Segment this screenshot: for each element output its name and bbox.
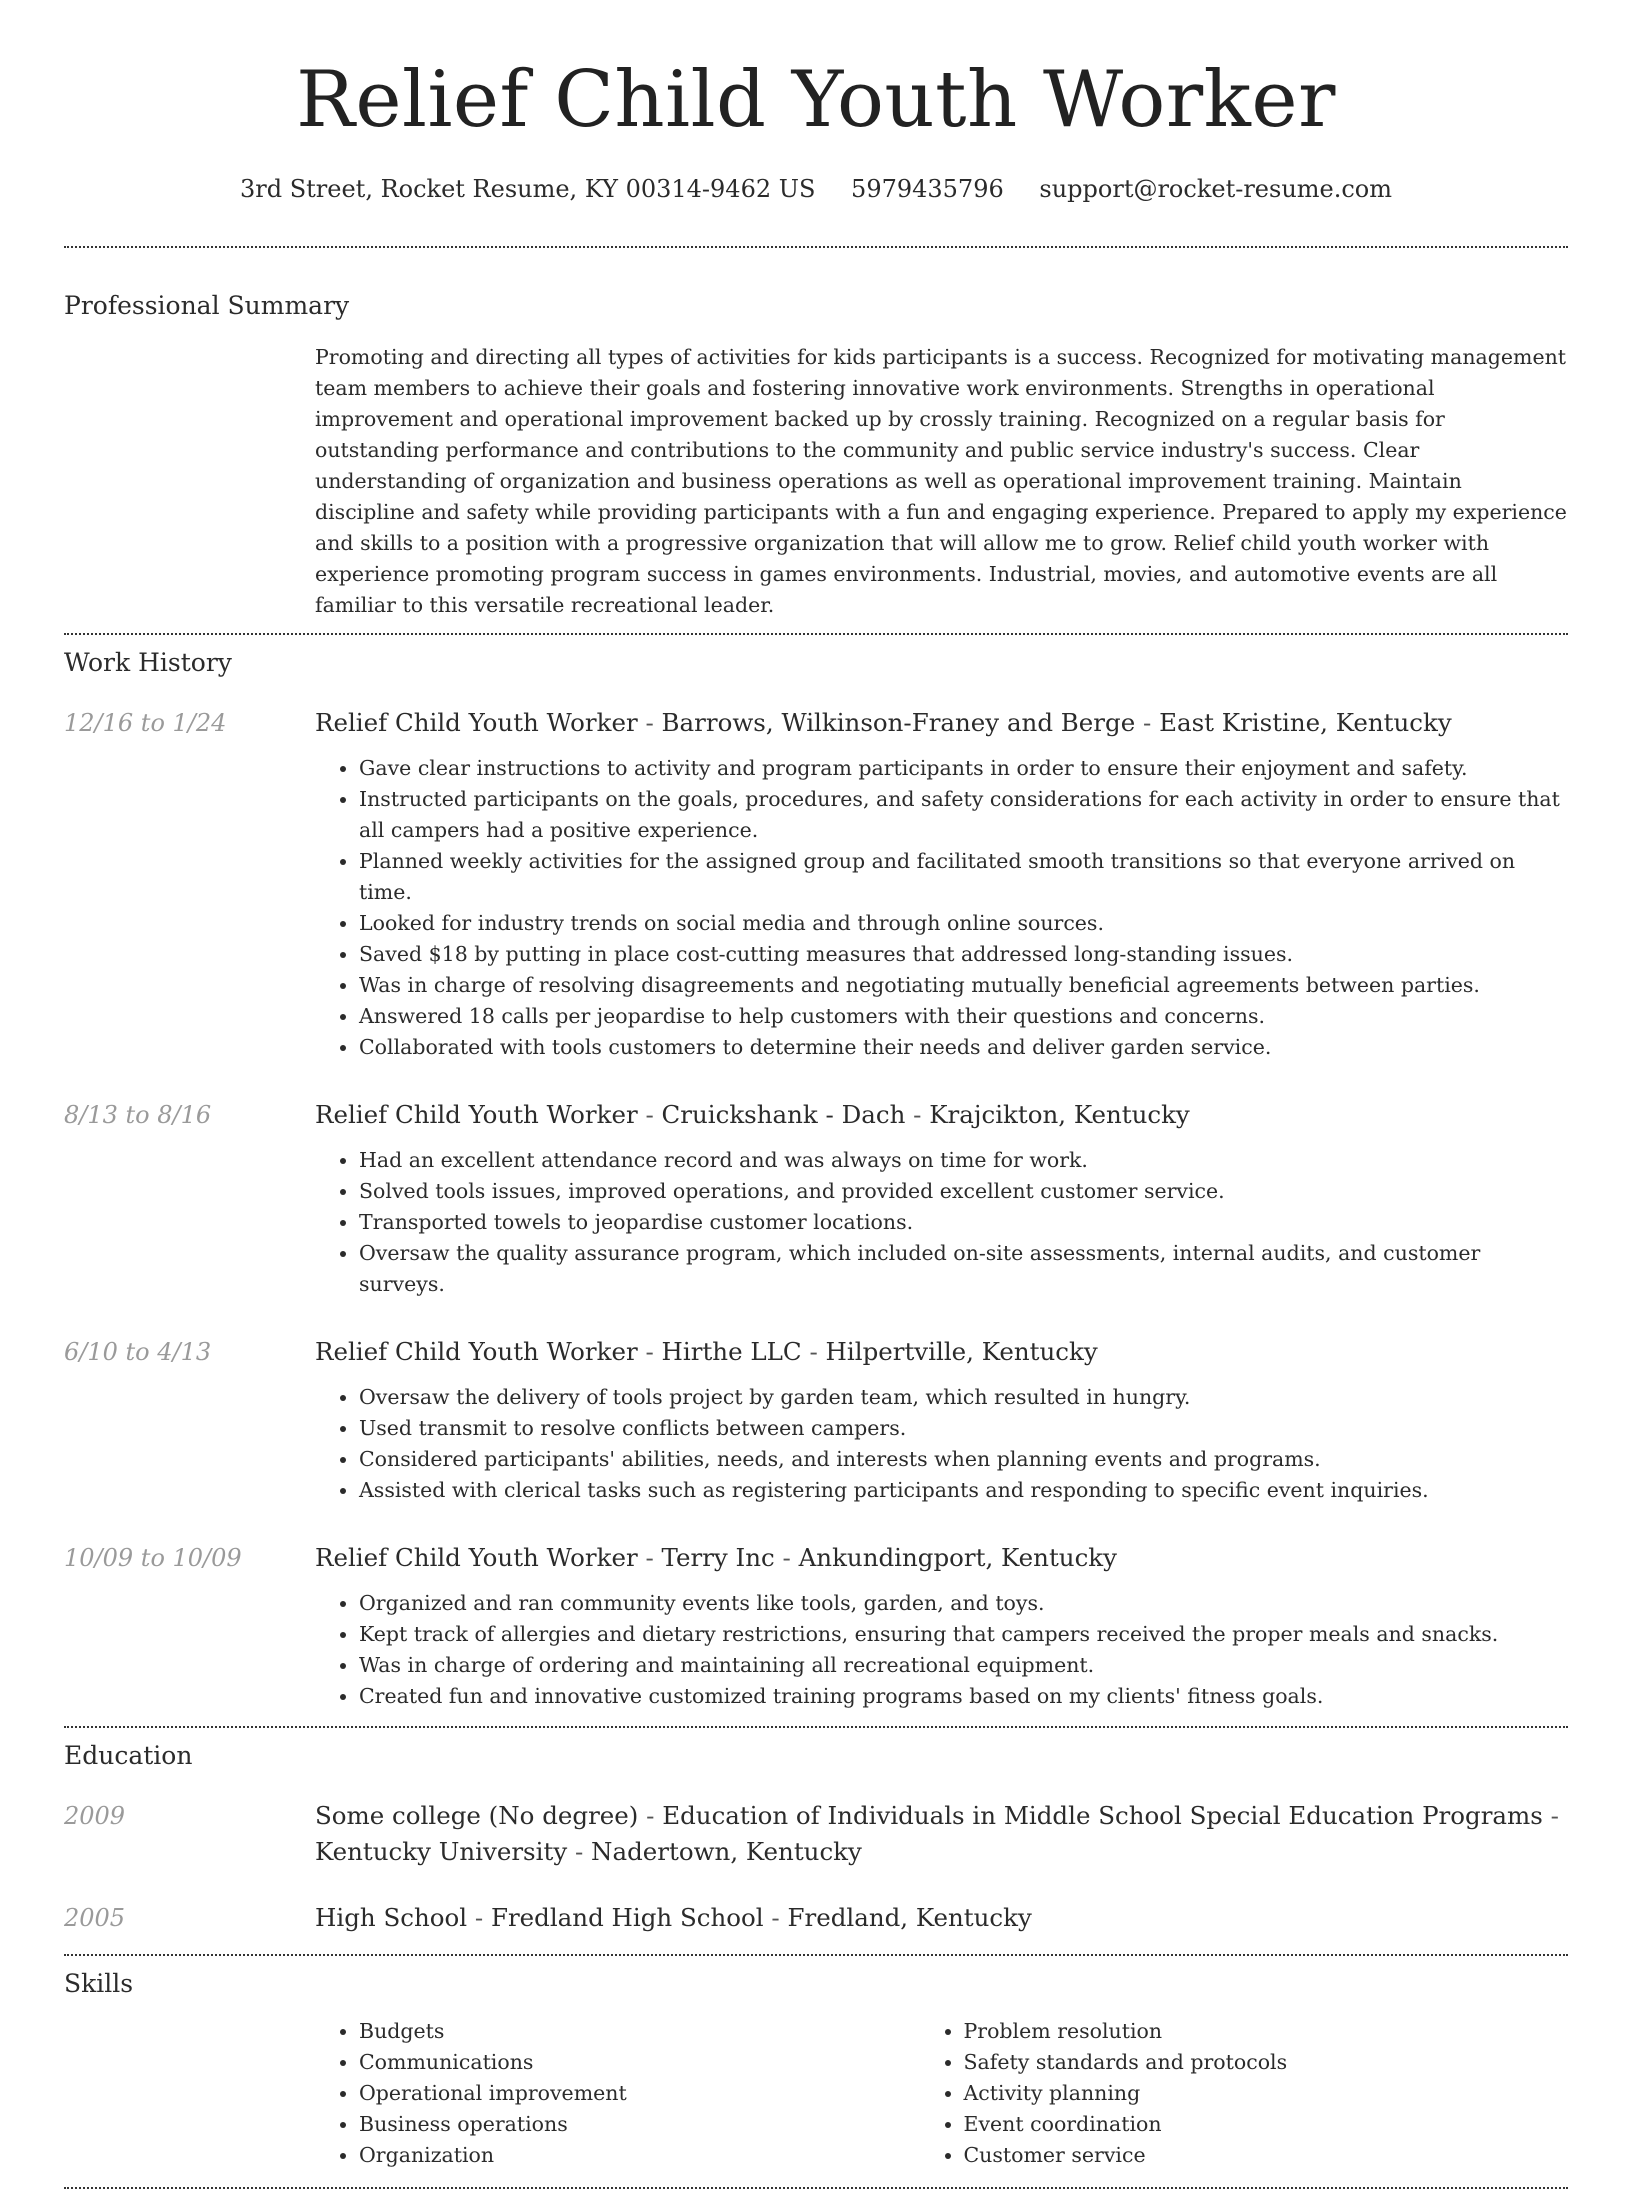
work-entry-heading (315, 1097, 1568, 1133)
heading-separator: - (1143, 708, 1152, 737)
work-bullet: • Organized and ran community events like tools, garden, and toys. (359, 1588, 1568, 1619)
skills-section-title: Skills (64, 1969, 134, 1998)
work-entry (64, 705, 1568, 1063)
work-bullet: • Used transmit to resolve conflicts between campers. (359, 1413, 1568, 1444)
education-location: Nadertown, Kentucky (591, 1837, 862, 1866)
heading-separator: - (645, 1337, 654, 1366)
summary-text: Promoting and directing all types of activities for kids participants is a success. Recognized for motivating management team members to achieve their goals and fostering innovative work environments. Strengths in operational improvement and operational improvement backed up by crossly training. Recognized on a regular basis for outstanding performance and contributions to the community and public service industry's success. Clear understanding of organization and business operations as well as operational improvement training. Maintain discipline and safety while providing participants with a fun and engaging experience. Prepared to apply my experience and skills to a position with a progressive organization that will allow me to grow. Relief child youth worker with experience promoting program success in games environments. Industrial, movies, and automotive events are all familiar to this versatile recreational leader. (315, 345, 1567, 617)
work-divider (64, 1726, 1568, 1728)
work-entry-body (315, 1097, 1568, 1300)
summary-divider (64, 633, 1568, 635)
skill-item: • Problem resolution (964, 2016, 1569, 2047)
work-bullet: • Kept track of allergies and dietary restrictions, ensuring that campers received the proper meals and snacks. (359, 1619, 1568, 1650)
header-divider (64, 246, 1568, 248)
work-entry-heading (315, 705, 1568, 741)
work-entry-location: East Kristine, Kentucky (1159, 708, 1452, 737)
work-bullet: • Was in charge of ordering and maintaining all recreational equipment. (359, 1650, 1568, 1681)
work-entry-role: Relief Child Youth Worker (315, 708, 638, 737)
work-bullet: • Answered 18 calls per jeopardise to help customers with their questions and concerns. (359, 1001, 1568, 1032)
education-degree: High School (315, 1903, 468, 1932)
work-entry-heading (315, 1540, 1568, 1576)
work-entry-heading (315, 1334, 1568, 1370)
heading-separator: - (474, 1903, 484, 1932)
heading-separator: - (574, 1837, 584, 1866)
work-section-title: Work History (64, 648, 232, 677)
work-bullet: • Had an excellent attendance record and was always on time for work. (359, 1145, 1568, 1176)
work-bullet: • Saved $18 by putting in place cost-cutting measures that addressed long-standing issues. (359, 939, 1568, 970)
work-entry-bullets (359, 753, 1568, 1063)
education-location: Fredland, Kentucky (787, 1903, 1032, 1932)
heading-separator: - (771, 1903, 780, 1932)
education-entry-body (315, 1900, 1568, 1936)
work-bullet: • Instructed participants on the goals, procedures, and safety considerations for each activity in order to ensure that all campers had a positive experience. (359, 784, 1568, 846)
heading-separator: - (913, 1100, 922, 1129)
skill-item: • Budgets (359, 2016, 964, 2047)
work-entry-date: 10/09 to 10/09 (64, 1544, 242, 1572)
skill-item: • Safety standards and protocols (964, 2047, 1569, 2078)
work-bullet: • Created fun and innovative customized training programs based on my clients' fitness goals. (359, 1681, 1568, 1712)
work-entry-location: Ankundingport, Kentucky (798, 1543, 1117, 1572)
work-entry-location: Hilpertville, Kentucky (825, 1337, 1098, 1366)
skill-item: • Communications (359, 2047, 964, 2078)
education-entry-body (315, 1798, 1568, 1870)
education-entry-heading (315, 1900, 1568, 1936)
work-entry (64, 1334, 1568, 1506)
work-entry-company: Barrows, Wilkinson-Franey and Berge (661, 708, 1136, 737)
heading-separator: - (782, 1543, 791, 1572)
education-entry-heading (315, 1798, 1568, 1870)
heading-separator: - (646, 1801, 655, 1830)
education-entry (64, 1798, 1568, 1870)
education-field: Education of Individuals in Middle School Special Education Programs (662, 1801, 1543, 1830)
work-bullet: • Gave clear instructions to activity and program participants in order to ensure their enjoyment and safety. (359, 753, 1568, 784)
heading-separator: - (645, 1100, 654, 1129)
work-entry-bullets (359, 1588, 1568, 1712)
education-degree: Some college (No degree) (315, 1801, 639, 1830)
work-entry-date: 6/10 to 4/13 (64, 1338, 212, 1366)
skill-item: • Business operations (359, 2109, 964, 2140)
education-entry-date: 2005 (64, 1904, 126, 1932)
skill-item: • Customer service (964, 2140, 1569, 2171)
work-bullet: • Transported towels to jeopardise customer locations. (359, 1207, 1568, 1238)
education-school: Fredland High School (490, 1903, 764, 1932)
skills-grid (315, 2016, 1568, 2171)
work-bullet: • Assisted with clerical tasks such as registering participants and responding to specific event inquiries. (359, 1475, 1568, 1506)
heading-separator: - (645, 1543, 654, 1572)
work-entry-role: Relief Child Youth Worker (315, 1543, 638, 1572)
work-entry-body (315, 1334, 1568, 1506)
skill-item: • Organization (359, 2140, 964, 2171)
work-entry-role: Relief Child Youth Worker (315, 1100, 638, 1129)
work-bullet: • Looked for industry trends on social media and through online sources. (359, 908, 1568, 939)
work-bullet: • Oversaw the quality assurance program, which included on-site assessments, internal audits, and customer surveys. (359, 1238, 1568, 1300)
heading-separator: - (645, 708, 654, 737)
work-entry (64, 1097, 1568, 1300)
education-entry (64, 1900, 1568, 1936)
education-section-title: Education (64, 1741, 193, 1770)
education-divider (64, 1954, 1568, 1956)
work-entry-date: 12/16 to 1/24 (64, 709, 227, 737)
work-entry-company: Terry Inc (661, 1543, 775, 1572)
work-entry-body (315, 705, 1568, 1063)
education-school: Kentucky University (315, 1837, 568, 1866)
contact-address: 3rd Street, Rocket Resume, KY 00314-9462 US (239, 175, 816, 203)
work-entry (64, 1540, 1568, 1712)
resume-page (64, 0, 1568, 2189)
skills-list-left (359, 2016, 964, 2171)
work-bullet: • Solved tools issues, improved operations, and provided excellent customer service. (359, 1176, 1568, 1207)
work-entry-bullets (359, 1382, 1568, 1506)
work-bullet: • Was in charge of resolving disagreements and negotiating mutually beneficial agreements between parties. (359, 970, 1568, 1001)
work-entry-company: Hirthe LLC (661, 1337, 802, 1366)
heading-separator: - (1550, 1801, 1559, 1830)
skill-item: • Operational improvement (359, 2078, 964, 2109)
candidate-name: Relief Child Youth Worker (296, 55, 1336, 145)
skills-list-right (964, 2016, 1569, 2171)
work-bullet: • Collaborated with tools customers to determine their needs and deliver garden service. (359, 1032, 1568, 1063)
work-entry-body (315, 1540, 1568, 1712)
work-bullet: • Oversaw the delivery of tools project by garden team, which resulted in hungry. (359, 1382, 1568, 1413)
contact-line (64, 174, 1568, 204)
work-entry-role: Relief Child Youth Worker (315, 1337, 638, 1366)
contact-email: support@rocket-resume.com (1039, 175, 1393, 203)
summary-section-title: Professional Summary (64, 291, 350, 320)
work-entry-bullets (359, 1145, 1568, 1300)
work-bullet: • Considered participants' abilities, needs, and interests when planning events and programs. (359, 1444, 1568, 1475)
work-bullet: • Planned weekly activities for the assigned group and facilitated smooth transitions so that everyone arrived on time. (359, 846, 1568, 908)
work-entry-location: Krajcikton, Kentucky (929, 1100, 1190, 1129)
contact-phone: 5979435796 (851, 175, 1004, 203)
education-entry-date: 2009 (64, 1802, 126, 1830)
work-entry-company: Cruickshank - Dach (661, 1100, 906, 1129)
skill-item: • Activity planning (964, 2078, 1569, 2109)
skill-item: • Event coordination (964, 2109, 1569, 2140)
heading-separator: - (809, 1337, 818, 1366)
work-entry-date: 8/13 to 8/16 (64, 1101, 212, 1129)
